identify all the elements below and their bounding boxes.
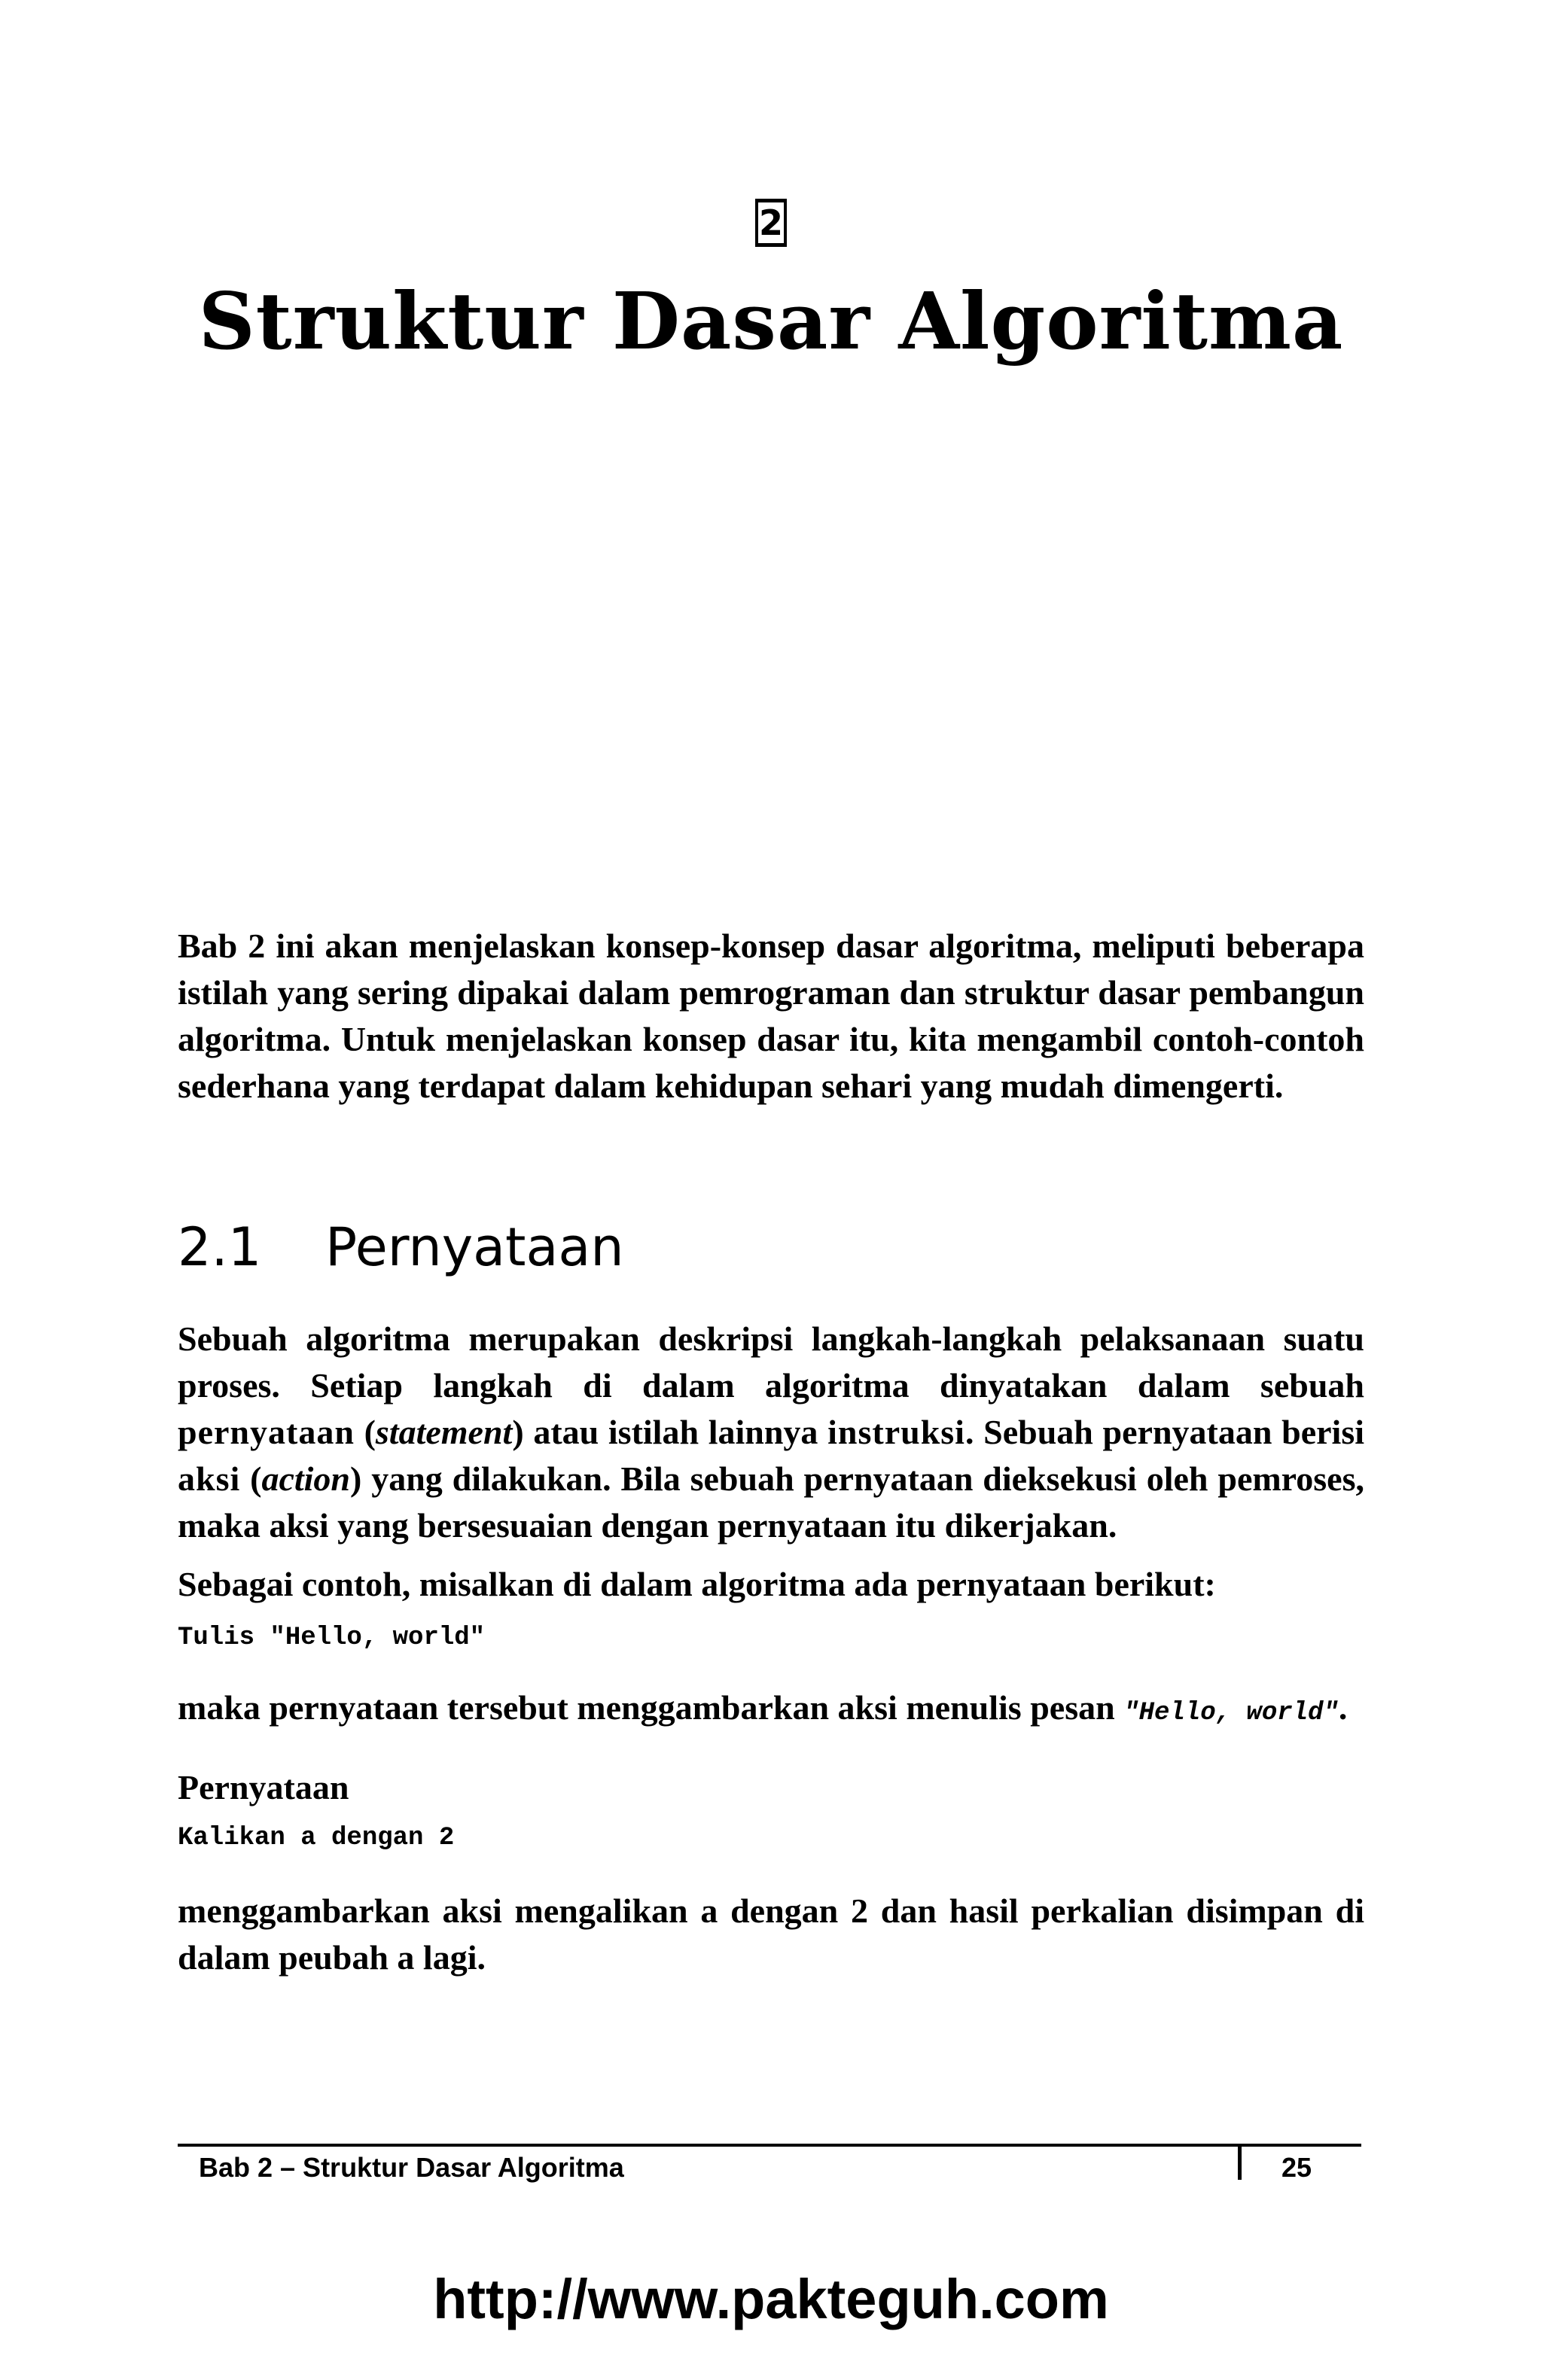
section-number: 2.1 [178,1216,262,1278]
section-heading [178,1213,624,1281]
p1-text-c: ) atau istilah lainnya [512,1413,828,1451]
p1-text-b: ( [354,1413,376,1451]
code-example-tulis: Tulis "Hello, world" [178,1624,486,1652]
watermark-url: http://www.pakteguh.com [433,2268,1109,2330]
section-paragraph-3 [178,1685,1364,1736]
chapter-number: 2 [758,202,783,243]
p1-text-a: Sebuah algoritma merupakan deskripsi langkah-langkah pelaksanaan suatu proses. Setiap langkah di dalam algoritma dinyatakan dalam sebuah [178,1319,1364,1405]
term-statement: statement [375,1413,513,1451]
intro-paragraph: Bab 2 ini akan menjelaskan konsep-konsep dasar algoritma, meliputi beberapa istilah yang sering dipakai dalam pemrograman dan struktur dasar pembangun algoritma. Untuk menjelaskan konsep dasar itu, kita mengambil contoh-contoh sederhana yang terdapat dalam kehidupan sehari yang mudah dimengerti. [178,927,1364,1105]
section-paragraph-5: menggambarkan aksi mengalikan a dengan 2 dan hasil perkalian disimpan di dalam peubah a lagi. [178,1892,1364,1977]
section-title: Pernyataan [325,1216,624,1278]
term-action: action [261,1459,351,1498]
footer-separator [1238,2147,1242,2180]
footer-rule [178,2144,1361,2147]
section-paragraph-1 [178,1316,1364,1549]
p1-text-f: ) yang dilakukan. Bila sebuah pernyataan dieksekusi oleh pemroses, maka aksi yang bersesuaian dengan pernyataan itu dikerjakan. [178,1459,1364,1545]
p1-text-e: ( [240,1459,262,1498]
term-instruksi: instruksi [827,1413,965,1451]
term-pernyataan: pernyataan [178,1413,355,1451]
code-example-kalikan: Kalikan a dengan 2 [178,1824,455,1852]
chapter-title: Struktur Dasar Algoritma [198,275,1344,367]
p3-text-b: . [1338,1688,1348,1727]
p3-text-a: maka pernyataan tersebut menggambarkan aksi menulis pesan [178,1688,1124,1727]
footer-chapter-label: Bab 2 – Struktur Dasar Algoritma [199,2152,624,2183]
chapter-number-badge [755,199,787,247]
section-paragraph-4: Pernyataan [178,1768,349,1806]
inline-code-hello: "Hello, world" [1123,1699,1339,1727]
term-aksi: aksi [178,1459,241,1498]
section-paragraph-2: Sebagai contoh, misalkan di dalam algoritma ada pernyataan berikut: [178,1565,1216,1603]
page-number: 25 [1281,2152,1312,2183]
p1-text-d: . Sebuah pernyataan berisi [965,1413,1364,1451]
